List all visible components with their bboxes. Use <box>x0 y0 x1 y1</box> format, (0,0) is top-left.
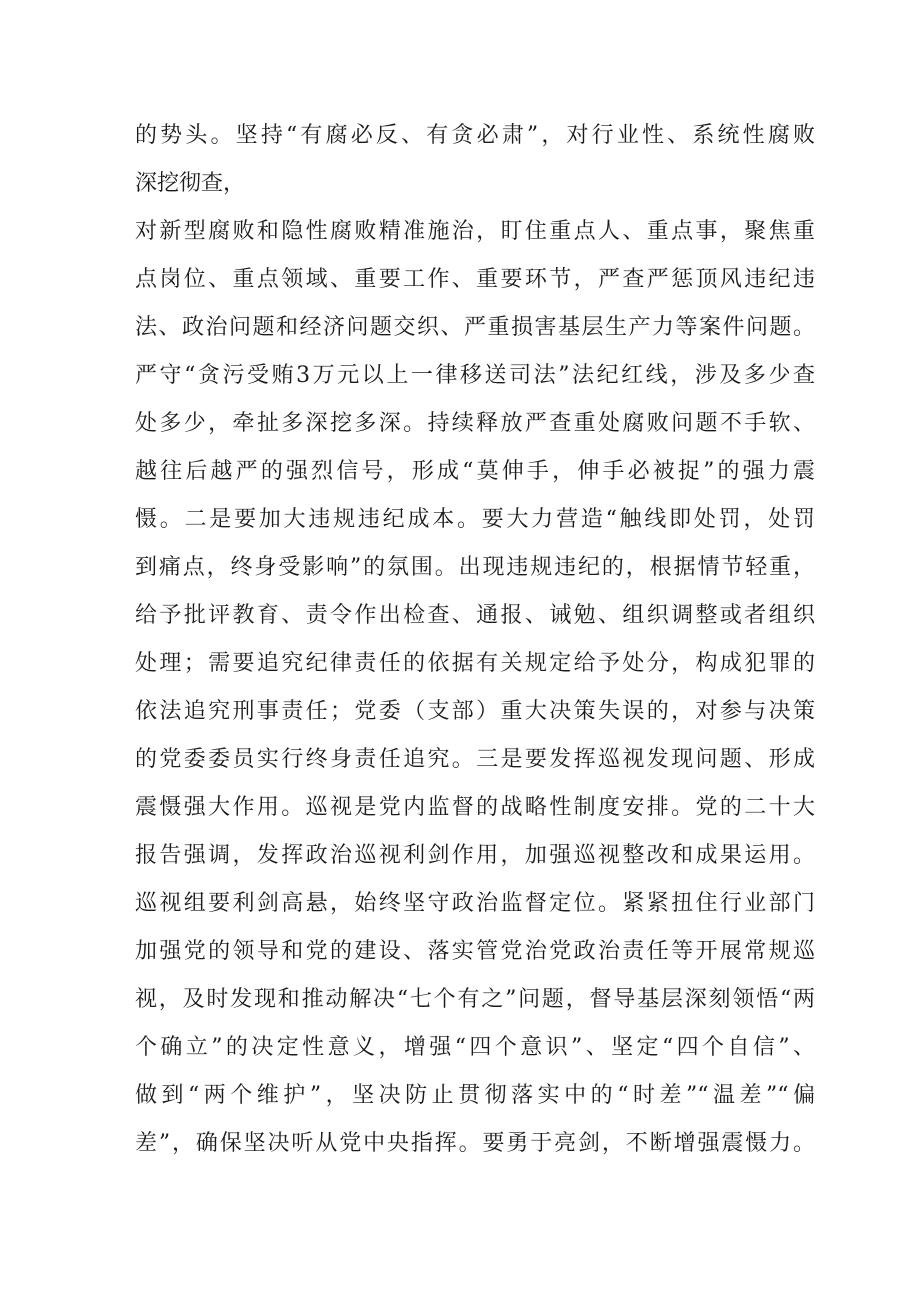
text-line: 慑。二是要加大违规违纪成本。要大力营造“触线即处罚，处罚 <box>135 507 815 532</box>
text-line: 越往后越严的强烈信号，形成“莫伸手，伸手必被捉”的强力震 <box>135 459 815 484</box>
text-line: 加强党的领导和党的建设、落实管党治党政治责任等开展常规巡 <box>135 939 815 964</box>
text-line: 个确立”的决定性意义，增强“四个意识”、坚定“四个自信”、 <box>135 1035 815 1060</box>
text-line: 深挖彻查， <box>135 171 246 196</box>
text-line: 巡视组要利剑高悬，始终坚守政治监督定位。紧紧扭住行业部门 <box>135 891 815 916</box>
text-line: 做到“两个维护”，坚决防止贯彻落实中的“时差”“温差”“偏 <box>135 1083 815 1108</box>
text-line: 到痛点，终身受影响”的氛围。出现违规违纪的，根据情节轻重， <box>135 555 815 580</box>
text-line: 给予批评教育、责令作出检查、通报、诫勉、组织调整或者组织 <box>135 603 815 628</box>
text-line: 严守“贪污受贿3万元以上一律移送司法”法纪红线，涉及多少查 <box>135 363 815 388</box>
text-line: 差”，确保坚决听从党中央指挥。要勇于亮剑，不断增强震慑力。 <box>135 1131 815 1156</box>
text-line: 视，及时发现和推动解决“七个有之”问题，督导基层深刻领悟“两 <box>135 987 815 1012</box>
text-line: 处理；需要追究纪律责任的依据有关规定给予处分，构成犯罪的 <box>135 651 815 676</box>
text-line: 对新型腐败和隐性腐败精准施治，盯住重点人、重点事，聚焦重 <box>135 219 815 244</box>
text-line: 震慑强大作用。巡视是党内监督的战略性制度安排。党的二十大 <box>135 795 815 820</box>
text-line: 的党委委员实行终身责任追究。三是要发挥巡视发现问题、形成 <box>135 747 815 772</box>
text-line: 报告强调，发挥政治巡视利剑作用，加强巡视整改和成果运用。 <box>135 843 815 868</box>
text-line: 法、政治问题和经济问题交织、严重损害基层生产力等案件问题。 <box>135 315 815 340</box>
body-text <box>135 112 815 1168</box>
text-line: 的势头。坚持“有腐必反、有贪必肃”，对行业性、系统性腐败 <box>135 123 815 148</box>
text-line: 点岗位、重点领域、重要工作、重要环节，严查严惩顶风违纪违 <box>135 267 815 292</box>
text-line: 处多少，牵扯多深挖多深。持续释放严查重处腐败问题不手软、 <box>135 411 815 436</box>
text-line: 依法追究刑事责任；党委（支部）重大决策失误的，对参与决策 <box>135 699 815 724</box>
